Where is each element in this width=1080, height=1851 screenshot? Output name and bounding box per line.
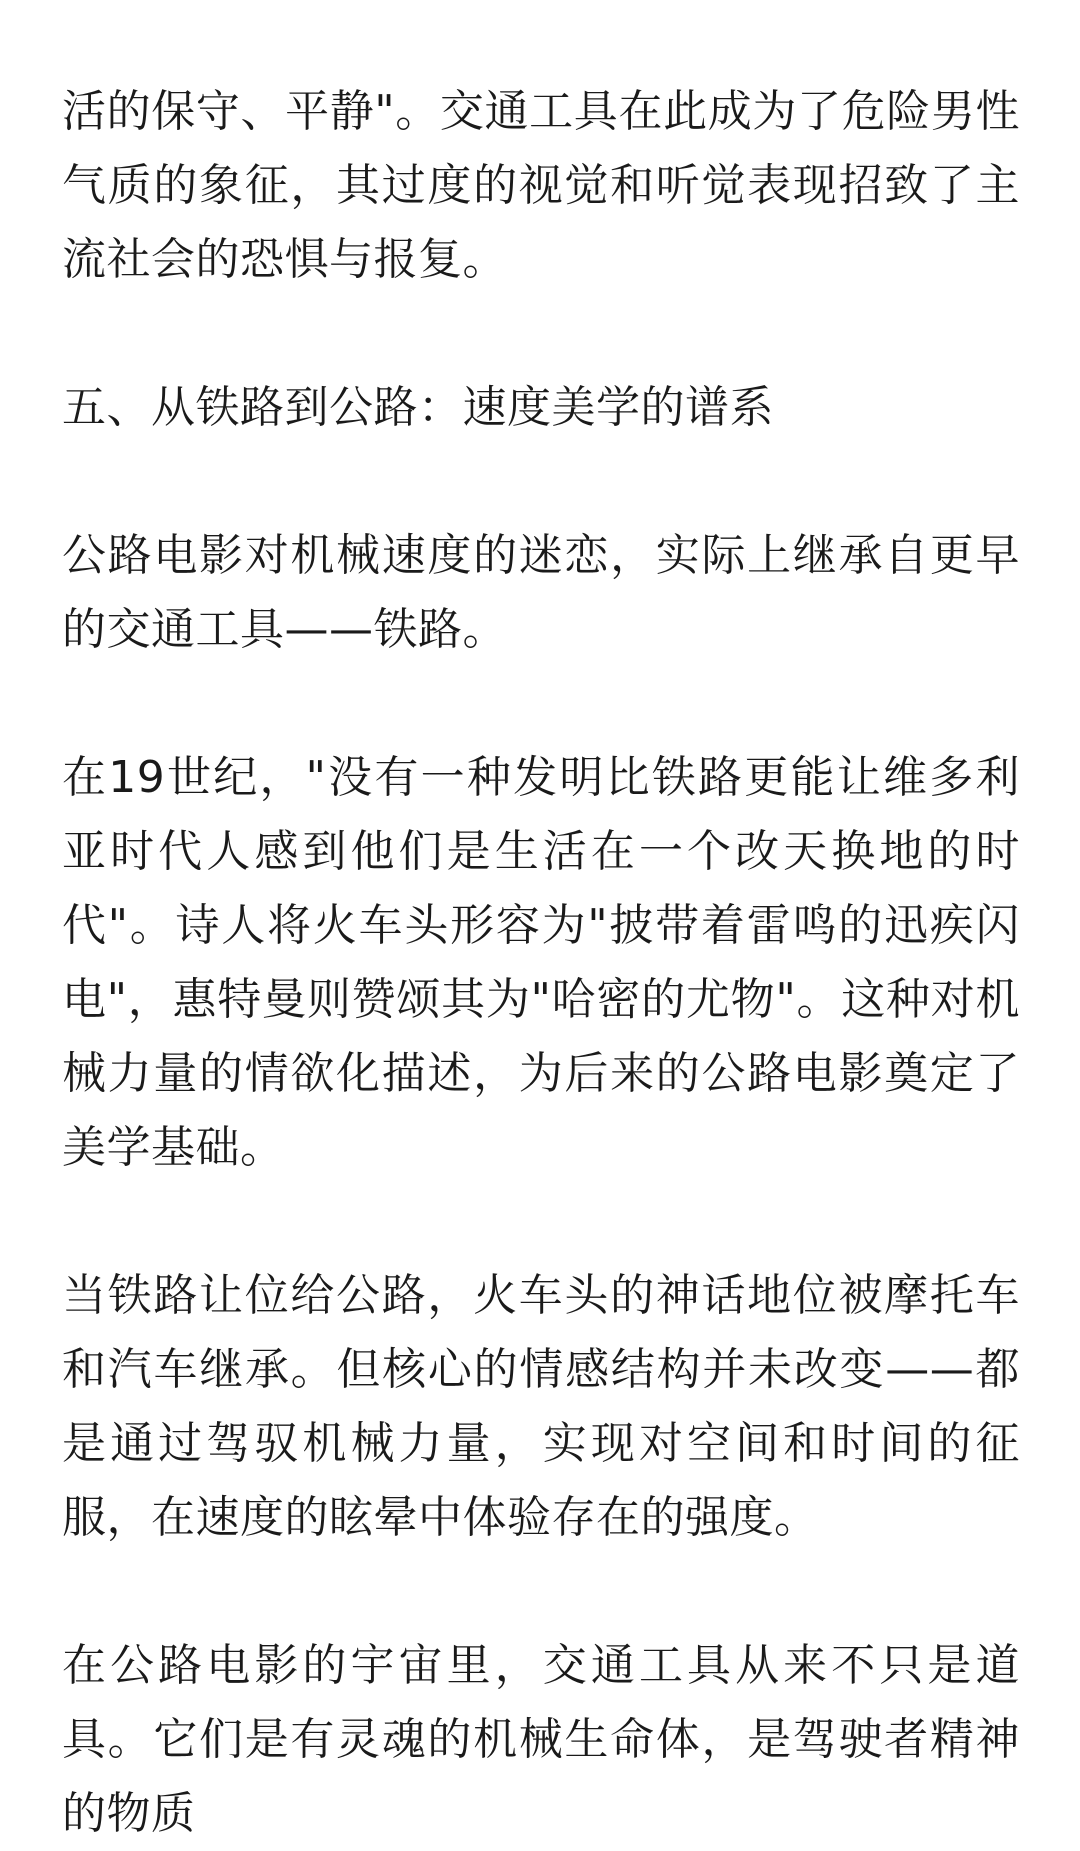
paragraph-road-inheritance: 当铁路让位给公路，火车头的神话地位被摩托车和汽车继承。但核心的情感结构并未改变——都是通过驾驭机械力量，实现对空间和时间的征服，在速度的眩晕中体验存在的强度。 (62, 1270, 1020, 1543)
article-body (62, 75, 1020, 1851)
paragraph-continued: 活的保守、平静"。交通工具在此成为了危险男性气质的象征，其过度的视觉和听觉表现招致了主流社会的恐惧与报复。 (62, 86, 1020, 285)
paragraph-19th-century: 在19世纪，"没有一种发明比铁路更能让维多利亚时代人感到他们是生活在一个改天换地的时代"。诗人将火车头形容为"披带着雷鸣的迅疾闪电"，惠特曼则赞颂其为"哈密的尤物"。这种对机械力量的情欲化描述，为后来的公路电影奠定了美学基础。 (62, 752, 1020, 1173)
paragraph-railway-intro: 公路电影对机械速度的迷恋，实际上继承自更早的交通工具——铁路。 (62, 530, 1020, 655)
section-heading: 五、从铁路到公路：速度美学的谱系 (62, 382, 774, 433)
paragraph-road-movie-universe: 在公路电影的宇宙里，交通工具从来不只是道具。它们是有灵魂的机械生命体，是驾驶者精神的物质 (62, 1640, 1020, 1839)
